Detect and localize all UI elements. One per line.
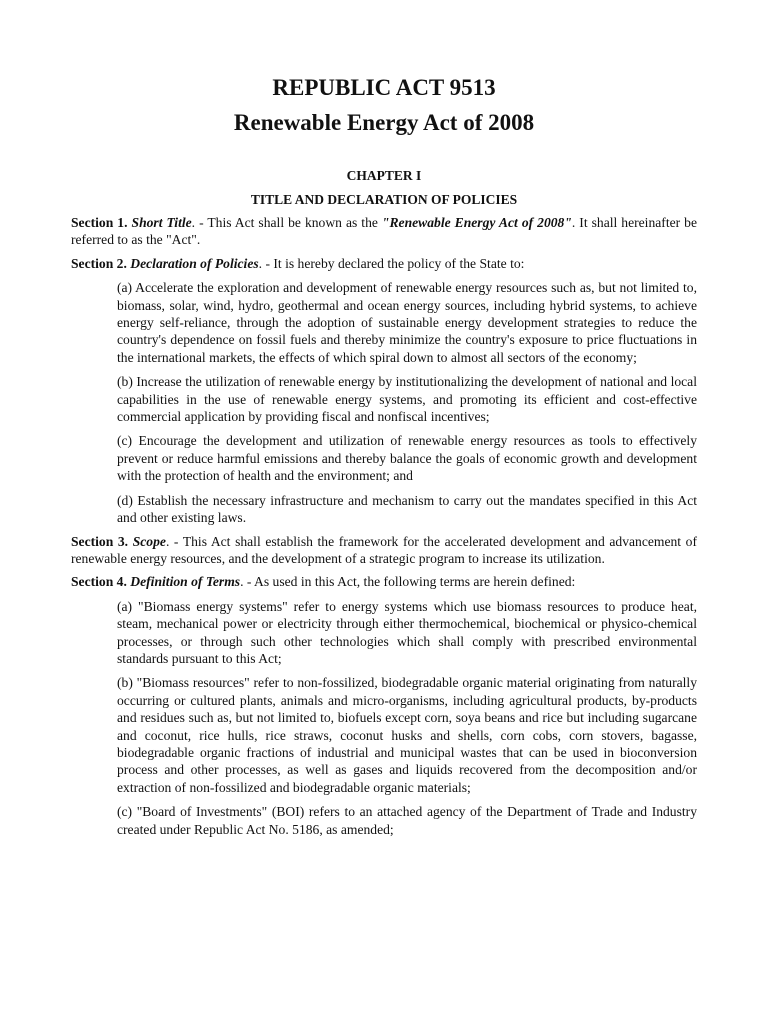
section-1-text-a: . - This Act shall be known as the xyxy=(191,215,382,230)
section-2-heading: Declaration of Policies xyxy=(130,255,259,271)
section-1-act-name: "Renewable Energy Act of 2008" xyxy=(381,215,572,230)
section-2-item-a: (a) Accelerate the exploration and development of renewable energy resources such as, but not limited to, biomass, solar, wind, hydro, geothermal and ocean energy sources, including hybrid systems, to achieve energy self-reliance, through the adoption of sustainable energy development strategies to reduce the country's dependence on fossil fuels and thereby minimize the country's exposure to price fluctuations in the international markets, the effects of which spiral down to almost all sectors of the economy; xyxy=(117,280,697,365)
section-2-item-b: (b) Increase the utilization of renewable energy by institutionalizing the development of national and local capabilities in the use of renewable energy systems, and promoting its efficient and cost-effective commercial application by providing fiscal and nonfiscal incentives; xyxy=(117,374,697,425)
chapter-label: CHAPTER I xyxy=(346,168,422,183)
section-4-item-c: (c) "Board of Investments" (BOI) refers to an attached agency of the Department of Trade and Industry created under Republic Act No. 5186, as amended; xyxy=(117,804,697,837)
section-2-text: . - It is hereby declared the policy of the State to: xyxy=(258,255,525,271)
section-3-heading: Scope xyxy=(132,533,166,549)
section-4-text: . - As used in this Act, the following terms are herein defined: xyxy=(240,574,576,590)
section-2-item-c: (c) Encourage the development and utilization of renewable energy resources as tools to effectively prevent or reduce harmful emissions and thereby balance the goals of economic growth and development with the protection of health and the environment; and xyxy=(117,433,697,484)
section-3-text: . - This Act shall establish the framework for the accelerated development and advancement of renewable energy resources, and the development of a strategic program to increase its utilization. xyxy=(71,533,697,566)
section-4-heading: Definition of Terms xyxy=(130,574,241,590)
document-title: REPUBLIC ACT 9513 xyxy=(272,75,496,100)
section-1-text-b: . It shall hereinafter be referred to as the "Act". xyxy=(71,215,697,248)
chapter-heading: TITLE AND DECLARATION OF POLICIES xyxy=(250,192,518,207)
section-3-number: Section 3. xyxy=(71,533,129,549)
section-1-number: Section 1. xyxy=(71,215,128,230)
section-2-item-d: (d) Establish the necessary infrastructure and mechanism to carry out the mandates specified in this Act and other existing laws. xyxy=(117,492,697,526)
section-2-number: Section 2. xyxy=(71,255,127,271)
section-4-item-a: (a) "Biomass energy systems" refer to energy systems which use biomass resources to produce heat, steam, mechanical power or electricity through either thermochemical, biochemical or physico-chemical processes, or through such other technologies which shall comply with prescribed environmental standards pursuant to this Act; xyxy=(117,598,697,666)
document-subtitle: Renewable Energy Act of 2008 xyxy=(233,110,535,135)
section-4 xyxy=(71,573,697,590)
section-1-heading: Short Title xyxy=(131,215,192,230)
section-1 xyxy=(71,214,697,249)
section-4-item-b: (b) "Biomass resources" refer to non-fossilized, biodegradable organic material originating from naturally occurring or cultured plants, animals and micro-organisms, including agricultural products, by-products and residues such as, but not limited to, biofuels except corn, soya beans and rice but including sugarcane and coconut, rice hulls, rice straws, coconut husks and shells, corn cobs, corn stovers, bagasse, biodegradable organic fractions of industrial and municipal wastes that can be used in bioconversion process and other processes, as well as gases and liquids recovered from the decomposition and/or extraction of non-fossilized and biodegradable organic materials; xyxy=(117,675,697,795)
section-3 xyxy=(71,533,697,568)
section-2 xyxy=(71,255,697,272)
section-4-number: Section 4. xyxy=(71,574,127,590)
document-page xyxy=(71,72,697,838)
